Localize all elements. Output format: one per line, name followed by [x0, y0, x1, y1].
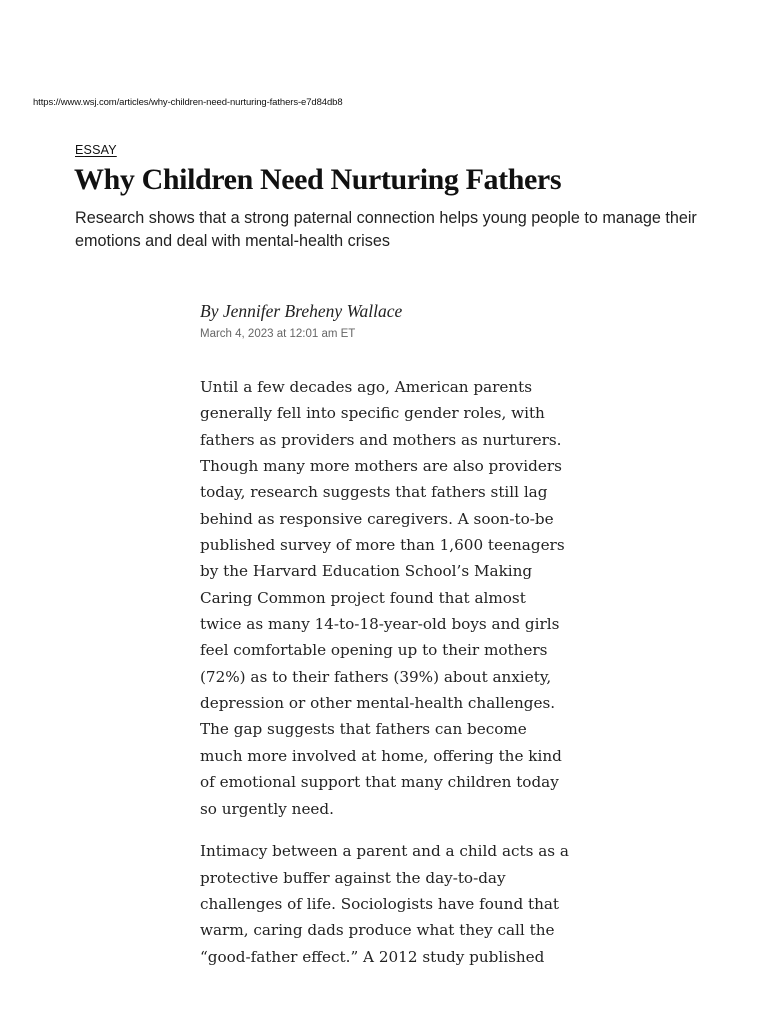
essay-kicker[interactable]: ESSAY [75, 143, 117, 157]
body-paragraph-2: Intimacy between a parent and a child acts as a protective buffer against the day-to-day challenges of life. Sociologists have found that warm, caring dads produce what they call the “good-father effect.” A 2012 study published [200, 842, 569, 966]
article-byline: By Jennifer Breheny Wallace [200, 301, 403, 321]
article-dek: Research shows that a strong paternal connection helps young people to manage their emotions and deal with mental-health crises [75, 209, 697, 250]
article-body [200, 374, 572, 974]
page-url[interactable]: https://www.wsj.com/articles/why-children-need-nurturing-fathers-e7d84db8 [33, 97, 343, 108]
body-paragraph-1: Until a few decades ago, American parents generally fell into specific gender roles, with fathers as providers and mothers as nurturers. Though many more mothers are also providers today, research suggests that fathers still lag behind as responsive caregivers. A soon-to-be published survey of more than 1,600 teenagers by the Harvard Education School’s Making Caring Common project found that almost twice as many 14-to-18-year-old boys and girls feel comfortable opening up to their mothers (72%) as to their fathers (39%) about anxiety, depression or other mental-health challenges. The gap suggests that fathers can become much more involved at home, offering the kind of emotional support that many children today so urgently need. [200, 378, 565, 818]
article-date: March 4, 2023 at 12:01 am ET [200, 328, 356, 340]
article-headline: Why Children Need Nurturing Fathers [74, 163, 562, 196]
